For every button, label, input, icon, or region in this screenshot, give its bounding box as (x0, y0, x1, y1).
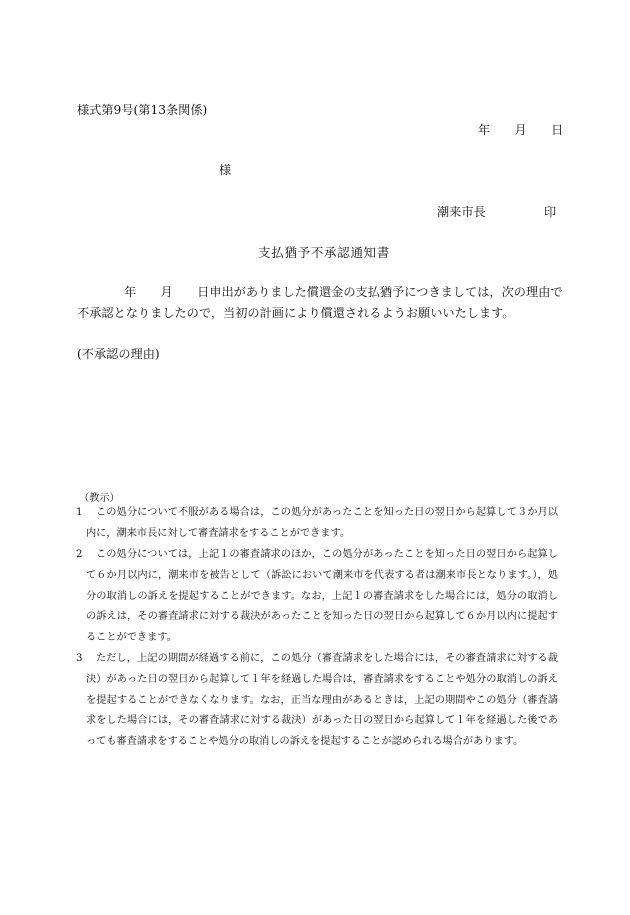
body-text-line-2: 不承認となりましたので，当初の計画により償還されるようお願いいたします。 (77, 306, 515, 320)
seal-mark: 印 (544, 205, 557, 219)
notice-item-number: 3 (76, 653, 83, 664)
date-line: 年 月 日 (478, 123, 564, 137)
notice-item-number: 1 (76, 507, 83, 518)
notice-item-1 (76, 503, 558, 545)
notice-item-2 (76, 545, 558, 649)
issuer-name: 潮来市長 (437, 205, 486, 219)
notice-item-number: 2 (76, 549, 83, 560)
form-number: 様式第9号(第13条関係) (77, 103, 208, 117)
notice-item-text: ただし，上記の期間が経過する前に，この処分（審査請求をした場合には，その審査請求に対する裁決）があった日の翌日から起算して１年を経過した場合は，審査請求をすることや処分の取消しの訴えを提起することができなくなります。なお，正当な理由があるときは，上記の期間やこの処分（審査請求をした場合には，その審査請求に対する裁決）があった日の翌日から起算して１年を経過した後であっても審査請求をすることや処分の取消しの訴えを提起することが認められる場合があります。 (86, 653, 558, 748)
reason-label: (不承認の理由) (77, 347, 160, 361)
notice-item-text: この処分については，上記１の審査請求のほか，この処分があったことを知った日の翌日から起算して６か月以内に，潮来市を被告として（訴訟において潮来市を代表する者は潮来市長となります。），処分の取消しの訴えを提起することができます。なお，上記１の審査請求をした場合には，処分の取消しの訴えは，その審査請求に対する裁決があったことを知った日の翌日から起算して６か月以内に提起することができます。 (86, 549, 558, 644)
notice-item-3 (76, 649, 558, 753)
addressee-suffix: 様 (219, 163, 232, 177)
body-text-line-1: 年 月 日申出がありました償還金の支払猶予につきましては，次の理由で (124, 285, 563, 299)
document-title: 支払猶予不承認通知書 (258, 245, 390, 260)
notice-item-text: この処分について不服がある場合は，この処分があったことを知った日の翌日から起算して３か月以内に，潮来市長に対して審査請求をすることができます。 (86, 507, 558, 539)
notice-title: （教示） (79, 493, 120, 504)
